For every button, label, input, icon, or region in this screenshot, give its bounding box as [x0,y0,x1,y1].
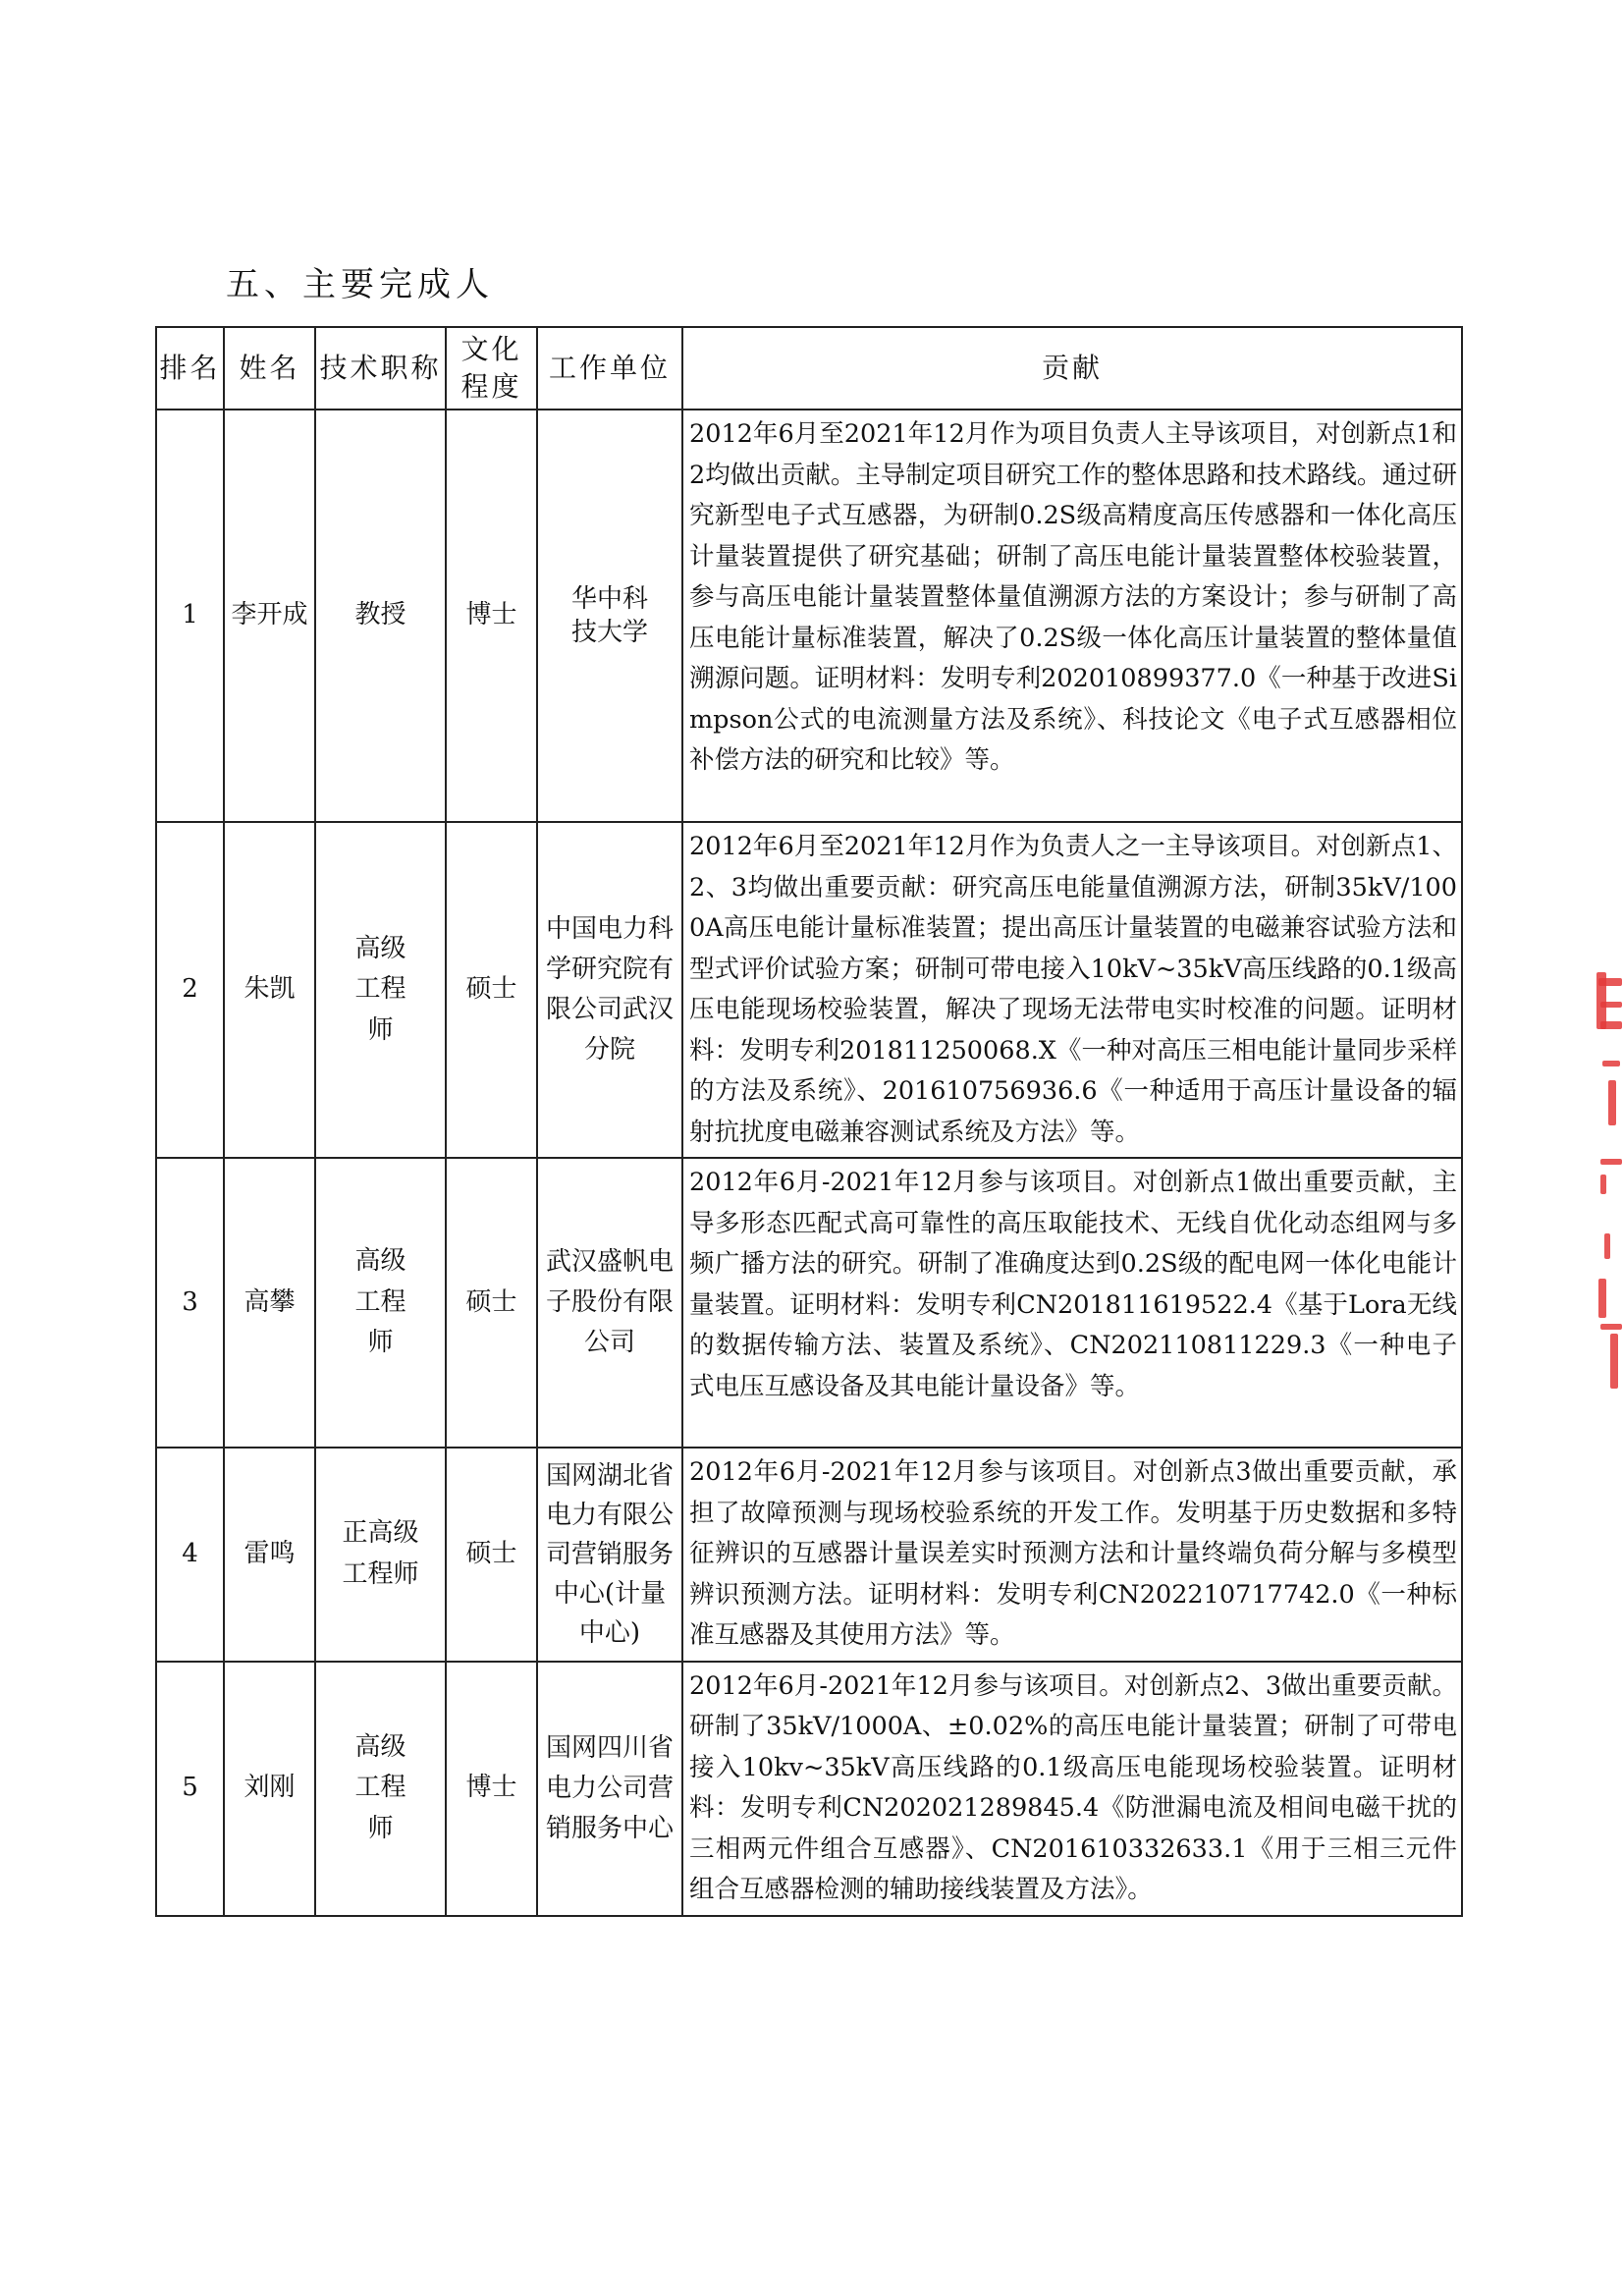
title-cell: 正高级工程师 [315,1448,446,1662]
rank-cell: 3 [156,1158,224,1448]
table-row [156,822,1462,1158]
header-education: 文化程度 [446,327,537,410]
unit-cell: 华中科技大学 [537,410,682,822]
header-row [156,327,1462,410]
name-cell: 雷鸣 [224,1448,315,1662]
title-cell: 高级工程师 [315,822,446,1158]
unit-cell: 国网四川省电力公司营销服务中心 [537,1662,682,1916]
rank-cell: 1 [156,410,224,822]
header-contribution: 贡献 [682,327,1462,410]
table-row [156,410,1462,822]
unit-cell: 武汉盛帆电子股份有限公司 [537,1158,682,1448]
name-cell: 李开成 [224,410,315,822]
education-cell: 硕士 [446,1158,537,1448]
rank-cell: 4 [156,1448,224,1662]
education-cell: 博士 [446,1662,537,1916]
header-title: 技术职称 [315,327,446,410]
table-row [156,1158,1462,1448]
title-cell: 高级工程师 [315,1158,446,1448]
section-heading: 五、主要完成人 [226,265,494,304]
contribution-cell: 2012年6月-2021年12月参与该项目。对创新点3做出重要贡献，承担了故障预测与现场校验系统的开发工作。发明基于历史数据和多特征辨识的互感器计量误差实时预测方法和计量终端负荷分解与多模型辨识预测方法。证明材料：发明专利CN202210717742.0《一种标准互感器及其使用方法》等。 [682,1448,1462,1662]
contribution-cell: 2012年6月-2021年12月参与该项目。对创新点2、3做出重要贡献。研制了35kV/1000A、±0.02%的高压电能计量装置；研制了可带电接入10kv~35kV高压线路的0.1级高压电能现场校验装置。证明材料：发明专利CN202021289845.4《防泄漏电流及相间电磁干扰的三相两元件组合互感器》、CN201610332633.1《用于三相三元件组合互感器检测的辅助接线装置及方法》。 [682,1662,1462,1916]
education-cell: 硕士 [446,822,537,1158]
completers-table [155,326,1463,1917]
table-row [156,1662,1462,1916]
table-row [156,1448,1462,1662]
header-rank: 排名 [156,327,224,410]
contribution-cell: 2012年6月至2021年12月作为项目负责人主导该项目，对创新点1和2均做出贡献。主导制定项目研究工作的整体思路和技术路线。通过研究新型电子式互感器，为研制0.2S级高精度高压传感器和一体化高压计量装置提供了研究基础；研制了高压电能计量装置整体校验装置，参与高压电能计量装置整体量值溯源方法的方案设计；参与研制了高压电能计量标准装置，解决了0.2S级一体化高压计量装置的整体量值溯源问题。证明材料：发明专利202010899377.0《一种基于改进Simpson公式的电流测量方法及系统》、科技论文《电子式互感器相位补偿方法的研究和比较》等。 [682,410,1462,822]
contribution-cell: 2012年6月至2021年12月作为负责人之一主导该项目。对创新点1、2、3均做出重要贡献：研究高压电能量值溯源方法，研制35kV/1000A高压电能计量标准装置；提出高压计量装置的电磁兼容试验方法和型式评价试验方案；研制可带电接入10kV~35kV高压线路的0.1级高压电能现场校验装置，解决了现场无法带电实时校准的问题。证明材料：发明专利201811250068.X《一种对高压三相电能计量同步采样的方法及系统》、201610756936.6《一种适用于高压计量设备的辐射抗扰度电磁兼容测试系统及方法》等。 [682,822,1462,1158]
name-cell: 高攀 [224,1158,315,1448]
title-cell: 高级工程师 [315,1662,446,1916]
name-cell: 刘刚 [224,1662,315,1916]
header-unit: 工作单位 [537,327,682,410]
unit-cell: 国网湖北省电力有限公司营销服务中心(计量中心) [537,1448,682,1662]
education-cell: 博士 [446,410,537,822]
contribution-cell: 2012年6月-2021年12月参与该项目。对创新点1做出重要贡献，主导多形态匹配式高可靠性的高压取能技术、无线自优化动态组网与多频广播方法的研究。研制了准确度达到0.2S级的配电网一体化电能计量装置。证明材料：发明专利CN201811619522.4《基于Lora无线的数据传输方法、装置及系统》、CN202110811229.3《一种电子式电压互感设备及其电能计量设备》等。 [682,1158,1462,1448]
rank-cell: 5 [156,1662,224,1916]
unit-cell: 中国电力科学研究院有限公司武汉分院 [537,822,682,1158]
header-name: 姓名 [224,327,315,410]
rank-cell: 2 [156,822,224,1158]
title-cell: 教授 [315,410,446,822]
education-cell: 硕士 [446,1448,537,1662]
name-cell: 朱凯 [224,822,315,1158]
seal-stamp-fragment [1591,972,1623,1389]
